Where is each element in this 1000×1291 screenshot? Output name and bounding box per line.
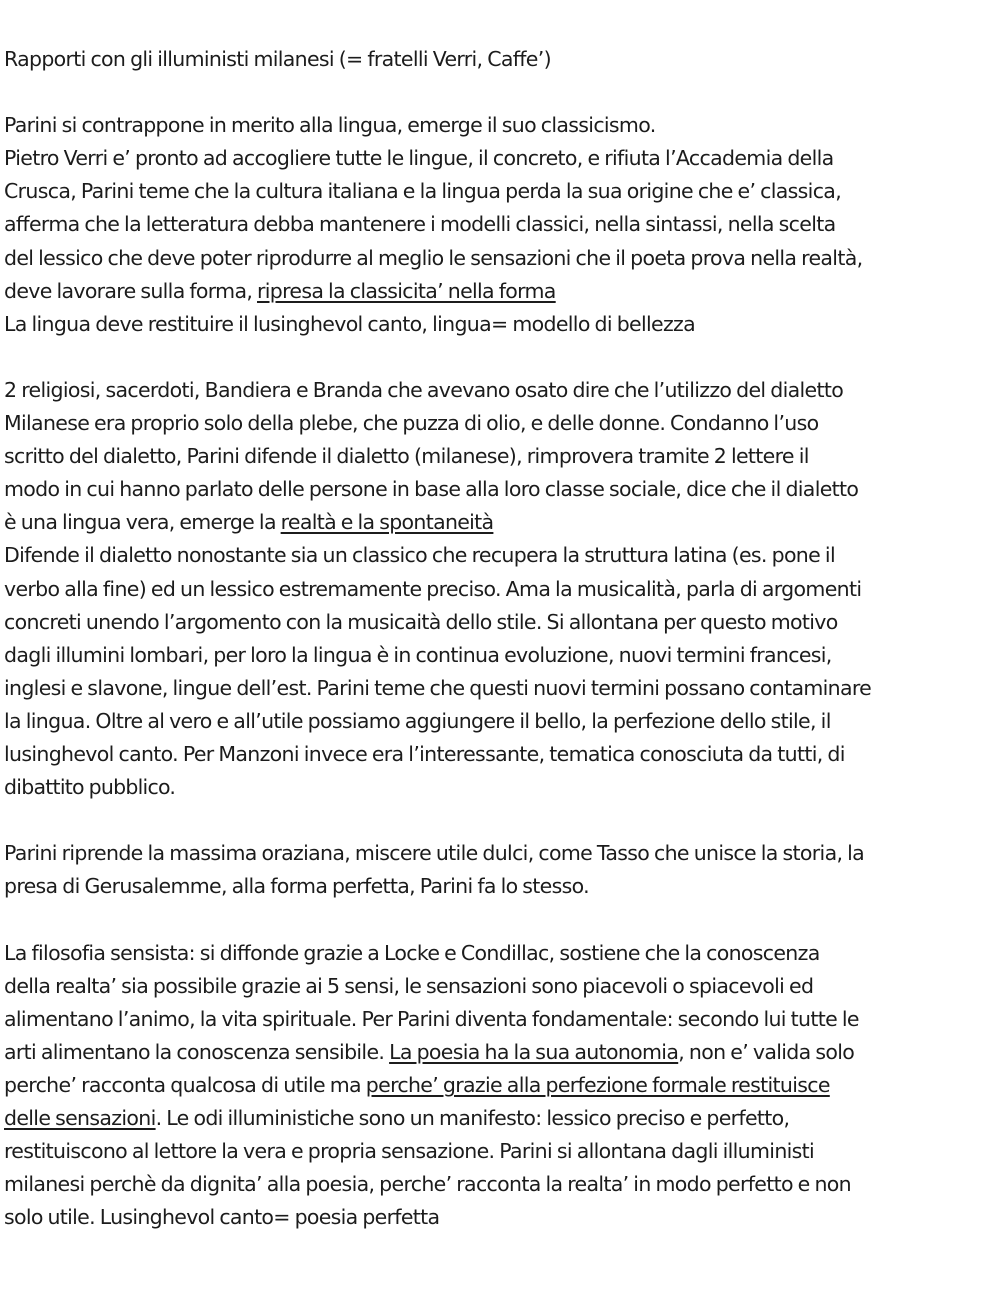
text-segment: deve lavorare sulla forma,	[4, 278, 258, 303]
text-line	[4, 407, 994, 440]
text-line	[4, 573, 994, 606]
text-segment: milanesi perchè da dignita’ alla poesia, perche’ racconta la realta’ in modo perfetto e non	[4, 1172, 851, 1197]
text-line	[4, 208, 994, 241]
text-segment: dagli illumini lombari, per loro la lingua è in continua evoluzione, nuovi termini francesi,	[4, 642, 832, 667]
text-line	[4, 771, 994, 804]
text-line	[4, 539, 994, 572]
paragraph-gap	[4, 76, 994, 109]
text-segment: Rapporti con gli illuministi milanesi (= fratelli Verri, Caffe’)	[4, 47, 551, 71]
paragraph	[4, 937, 994, 1235]
paragraph	[4, 109, 994, 341]
text-line	[4, 870, 994, 903]
underlined-text: realtà e la spontaneità	[280, 510, 494, 535]
text-line	[4, 242, 994, 275]
text-segment: solo utile. Lusinghevol canto= poesia perfetta	[4, 1205, 440, 1230]
underlined-text: delle sensazioni	[4, 1106, 156, 1130]
text-segment: scritto del dialetto, Parini difende il dialetto (milanese), rimprovera tramite 2 lettere il	[4, 444, 809, 469]
text-line	[4, 275, 994, 308]
text-line	[4, 738, 994, 771]
paragraph	[4, 837, 994, 903]
text-line	[4, 43, 994, 76]
text-line	[4, 606, 994, 639]
text-line	[4, 175, 994, 208]
text-line	[4, 142, 994, 175]
text-line	[4, 1201, 994, 1234]
paragraph-gap	[4, 341, 994, 374]
text-segment: Difende il dialetto nonostante sia un classico che recupera la struttura latina (es. pone il	[4, 543, 835, 568]
text-line	[4, 440, 994, 473]
text-segment: perche’ racconta qualcosa di utile ma	[4, 1072, 366, 1097]
text-segment: La lingua deve restituire il lusinghevol canto, lingua= modello di bellezza	[4, 311, 696, 336]
document-body	[4, 43, 994, 1234]
text-segment: arti alimentano la conoscenza sensibile.	[4, 1039, 390, 1064]
text-segment: Parini si contrappone in merito alla lingua, emerge il suo classicismo.	[4, 113, 656, 138]
text-line	[4, 639, 994, 672]
paragraph	[4, 374, 994, 804]
text-segment: presa di Gerusalemme, alla forma perfetta, Parini fa lo stesso.	[4, 874, 589, 899]
text-segment: La filosofia sensista: si diffonde grazie a Locke e Condillac, sostiene che la conoscenza	[4, 940, 820, 965]
text-line	[4, 1102, 994, 1135]
text-segment: , non e’ valida solo	[678, 1039, 855, 1064]
text-segment: concreti unendo l’argomento con la musicaità dello stile. Si allontana per questo motivo	[4, 609, 838, 634]
text-line	[4, 837, 994, 870]
text-line	[4, 473, 994, 506]
text-segment: verbo alla fine) ed un lessico estremamente preciso. Ama la musicalità, parla di argomenti	[4, 576, 862, 601]
text-line	[4, 1036, 994, 1069]
text-line	[4, 308, 994, 341]
text-line	[4, 672, 994, 705]
paragraph-gap	[4, 903, 994, 936]
text-segment: Pietro Verri e’ pronto ad accogliere tutte le lingue, il concreto, e rifiuta l’Accademia della	[4, 146, 834, 171]
text-line	[4, 937, 994, 970]
text-segment: afferma che la letteratura debba mantenere i modelli classici, nella sintassi, nella scelta	[4, 212, 836, 237]
underlined-text: La poesia ha la sua autonomia	[389, 1039, 679, 1064]
text-segment: . Le odi illuministiche sono un manifesto: lessico preciso e perfetto,	[155, 1106, 790, 1130]
text-segment: la lingua. Oltre al vero e all’utile possiamo aggiungere il bello, la perfezione dello stile, il	[4, 708, 831, 733]
text-segment: restituiscono al lettore la vera e propria sensazione. Parini si allontana dagli illuministi	[4, 1139, 815, 1164]
text-segment: dibattito pubblico.	[4, 775, 176, 800]
paragraph-gap	[4, 804, 994, 837]
text-segment: Crusca, Parini teme che la cultura italiana e la lingua perda la sua origine che e’ classica,	[4, 179, 842, 204]
text-segment: Milanese era proprio solo della plebe, che puzza di olio, e delle donne. Condanno l’uso	[4, 411, 819, 436]
text-line	[4, 374, 994, 407]
text-segment: è una lingua vera, emerge la	[4, 510, 281, 535]
paragraph	[4, 43, 994, 76]
text-line	[4, 1003, 994, 1036]
text-segment: della realta’ sia possibile grazie ai 5 sensi, le sensazioni sono piacevoli o spiacevoli ed	[4, 973, 814, 998]
text-line	[4, 970, 994, 1003]
text-segment: 2 religiosi, sacerdoti, Bandiera e Branda che avevano osato dire che l’utilizzo del dialetto	[4, 377, 844, 402]
underlined-text: perche’ grazie alla perfezione formale restituisce	[365, 1072, 830, 1097]
text-line	[4, 1069, 994, 1102]
text-line	[4, 705, 994, 738]
text-line	[4, 506, 994, 539]
text-segment: del lessico che deve poter riprodurre al meglio le sensazioni che il poeta prova nella realtà,	[4, 245, 863, 270]
text-line	[4, 109, 994, 142]
text-segment: lusinghevol canto. Per Manzoni invece era l’interessante, tematica conosciuta da tutti, di	[4, 741, 845, 766]
text-segment: inglesi e slavone, lingue dell’est. Parini teme che questi nuovi termini possano contaminare	[4, 675, 872, 700]
text-segment: alimentano l’animo, la vita spirituale. Per Parini diventa fondamentale: secondo lui tutte le	[4, 1006, 859, 1031]
underlined-text: ripresa la classicita’ nella forma	[257, 278, 556, 303]
text-segment: Parini riprende la massima oraziana, miscere utile dulci, come Tasso che unisce la storia, la	[4, 841, 865, 866]
text-line	[4, 1168, 994, 1201]
text-segment: modo in cui hanno parlato delle persone in base alla loro classe sociale, dice che il dialetto	[4, 477, 859, 502]
text-line	[4, 1135, 994, 1168]
